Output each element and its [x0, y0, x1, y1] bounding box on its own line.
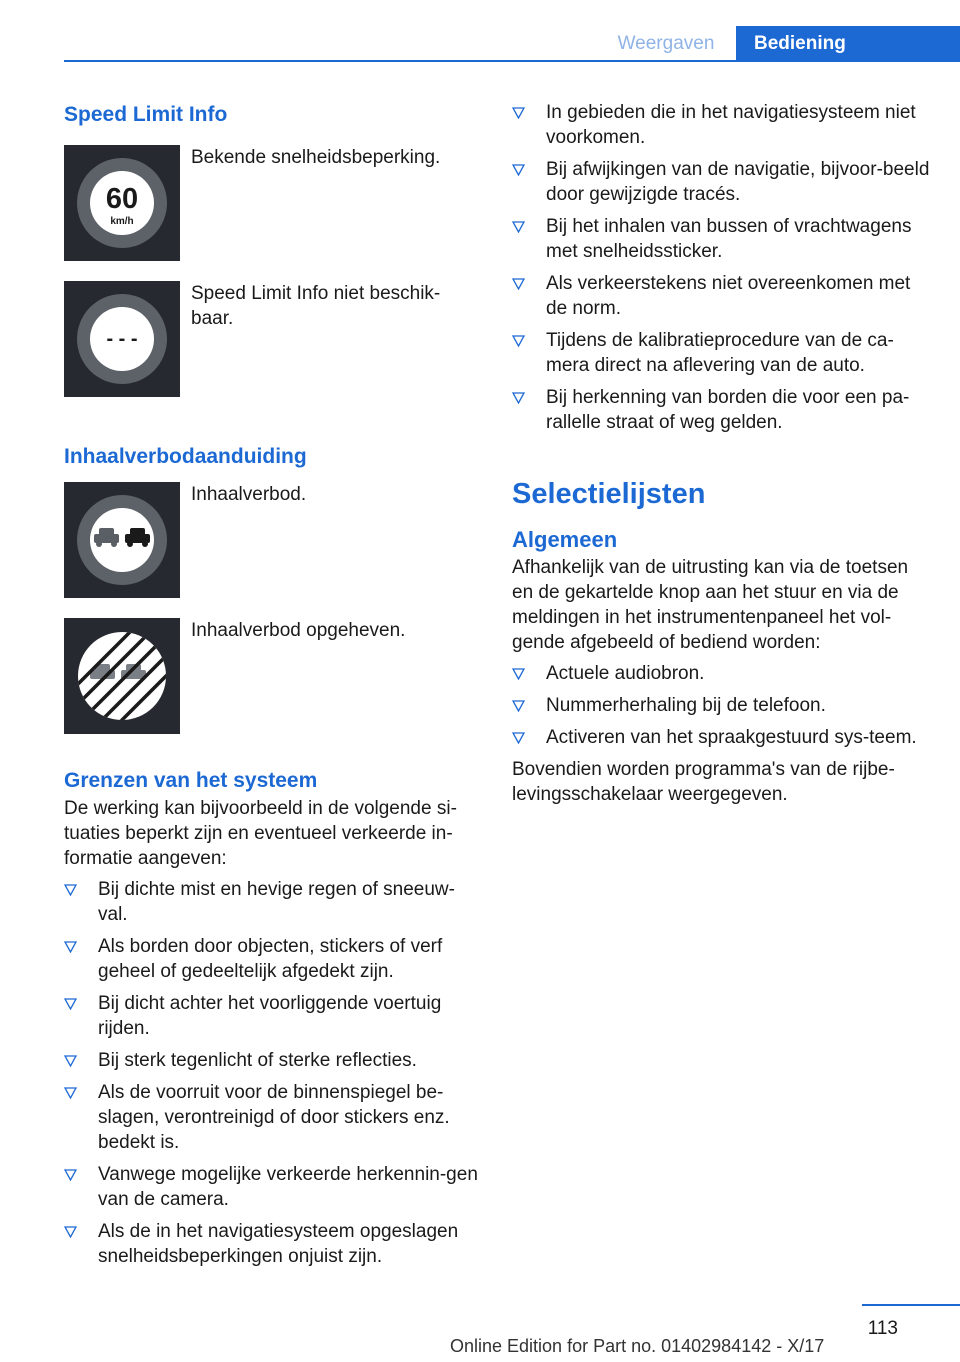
- list-item: [64, 1162, 480, 1212]
- edition-text: Online Edition for Part no. 01402984142 - X/17: [450, 1336, 825, 1356]
- limits-intro: De werking kan bijvoorbeeld in de volgende si-tuaties beperkt zijn en eventueel verkeerde in-formatie aangeven:: [64, 798, 457, 869]
- sign-row-end-no-overtaking: [64, 618, 480, 754]
- page-number: 113: [867, 1318, 898, 1339]
- limits-list-continued: [512, 100, 932, 435]
- closing-text: Bovendien worden programma's van de rijbe-levingsschakelaar weergegeven.: [512, 759, 895, 805]
- no-overtaking-text: Inhaalverbod.: [191, 484, 307, 505]
- sign-speed-unit: km/h: [110, 216, 134, 227]
- list-item-text: Bij dichte mist en hevige regen of sneeuw-val.: [98, 879, 455, 925]
- list-item-text: Bij dicht achter het voorliggende voertuig rijden.: [98, 993, 442, 1039]
- no-overtaking-icon: [64, 482, 180, 598]
- list-item-text: Bij het inhalen van bussen of vrachtwagens met snelheidssticker.: [546, 216, 912, 262]
- triangle-bullet-icon: [64, 1087, 77, 1099]
- list-item-text: In gebieden die in het navigatiesysteem niet voorkomen.: [546, 102, 916, 148]
- list-item-text: Bij herkenning van borden die voor een pa-rallelle straat of weg gelden.: [546, 387, 910, 433]
- limits-list: [64, 877, 480, 1269]
- list-item: [512, 328, 932, 378]
- edition-footer: [450, 1336, 825, 1357]
- sign-row-speed-known: [64, 145, 480, 281]
- triangle-bullet-icon: [64, 998, 77, 1010]
- speed-unavailable-text: Speed Limit Info niet beschik-baar.: [191, 283, 441, 329]
- list-item: [512, 693, 932, 718]
- list-item-text: Activeren van het spraakgestuurd sys-teem.: [546, 727, 917, 748]
- list-item: [512, 271, 932, 321]
- list-item: [512, 100, 932, 150]
- list-item-text: Bij afwijkingen van de navigatie, bijvoor-beeld door gewijzigde tracés.: [546, 159, 930, 205]
- list-item: [64, 1080, 480, 1155]
- list-item: [64, 877, 480, 927]
- list-item-text: Als borden door objecten, stickers of verf geheel of gedeeltelijk afgedekt zijn.: [98, 936, 443, 982]
- speed-limit-heading: Speed Limit Info: [64, 103, 228, 126]
- triangle-bullet-icon: [64, 1226, 77, 1238]
- triangle-bullet-icon: [512, 221, 525, 233]
- sign-speed-value: 60: [105, 183, 139, 215]
- sign-unavailable-dashes: - - -: [106, 328, 138, 350]
- triangle-bullet-icon: [512, 107, 525, 119]
- list-item: [64, 1048, 480, 1073]
- general-list: [512, 661, 932, 750]
- right-column: [512, 100, 932, 807]
- list-item-text: Tijdens de kalibratieprocedure van de ca-mera direct na aflevering van de auto.: [546, 330, 894, 376]
- tab-weergaven[interactable]: Weergaven: [617, 33, 715, 54]
- selectielijsten-heading: Selectielijsten: [512, 478, 706, 510]
- triangle-bullet-icon: [64, 884, 77, 896]
- list-item: [64, 934, 480, 984]
- triangle-bullet-icon: [512, 700, 525, 712]
- triangle-bullet-icon: [512, 392, 525, 404]
- limits-heading: Grenzen van het systeem: [64, 769, 318, 792]
- triangle-bullet-icon: [64, 1169, 77, 1181]
- list-item-text: Als de voorruit voor de binnenspiegel be-slagen, verontreinigd of door stickers enz. bedekt is.: [98, 1082, 450, 1153]
- list-item-text: Nummerherhaling bij de telefoon.: [546, 695, 826, 716]
- left-column: [64, 100, 480, 1276]
- triangle-bullet-icon: [512, 335, 525, 347]
- triangle-bullet-icon: [64, 941, 77, 953]
- tab-bediening[interactable]: Bediening: [736, 26, 960, 62]
- algemeen-text: Afhankelijk van de uitrusting kan via de toetsen en de gekartelde knop aan het stuur en via de meldingen in het instrumentenpaneel het vol-gende afgebeeld of bediend worden:: [512, 557, 909, 653]
- footer-rule: [862, 1304, 960, 1306]
- triangle-bullet-icon: [512, 278, 525, 290]
- triangle-bullet-icon: [64, 1055, 77, 1067]
- end-no-overtaking-icon: [64, 618, 180, 734]
- list-item: [64, 991, 480, 1041]
- list-item-text: Bij sterk tegenlicht of sterke reflecties.: [98, 1050, 417, 1071]
- list-item-text: Actuele audiobron.: [546, 663, 705, 684]
- sign-row-speed-unavailable: [64, 281, 480, 417]
- list-item-text: Als de in het navigatiesysteem opgeslagen snelheidsbeperkingen onjuist zijn.: [98, 1221, 459, 1267]
- algemeen-heading: Algemeen: [512, 527, 618, 552]
- triangle-bullet-icon: [512, 732, 525, 744]
- sign-row-no-overtaking: [64, 482, 480, 618]
- speed-limit-unavailable-icon: [64, 281, 180, 397]
- list-item: [64, 1219, 480, 1269]
- end-no-overtaking-text: Inhaalverbod opgeheven.: [191, 620, 406, 641]
- list-item: [512, 725, 932, 750]
- list-item-text: Als verkeerstekens niet overeenkomen met de norm.: [546, 273, 911, 319]
- list-item: [512, 385, 932, 435]
- overtake-heading: Inhaalverbodaanduiding: [64, 445, 307, 468]
- triangle-bullet-icon: [512, 164, 525, 176]
- speed-known-text: Bekende snelheidsbeperking.: [191, 147, 441, 168]
- list-item: [512, 661, 932, 686]
- list-item: [512, 214, 932, 264]
- speed-limit-60-icon: [64, 145, 180, 261]
- list-item: [512, 157, 932, 207]
- list-item-text: Vanwege mogelijke verkeerde herkennin-gen van de camera.: [98, 1164, 478, 1210]
- triangle-bullet-icon: [512, 668, 525, 680]
